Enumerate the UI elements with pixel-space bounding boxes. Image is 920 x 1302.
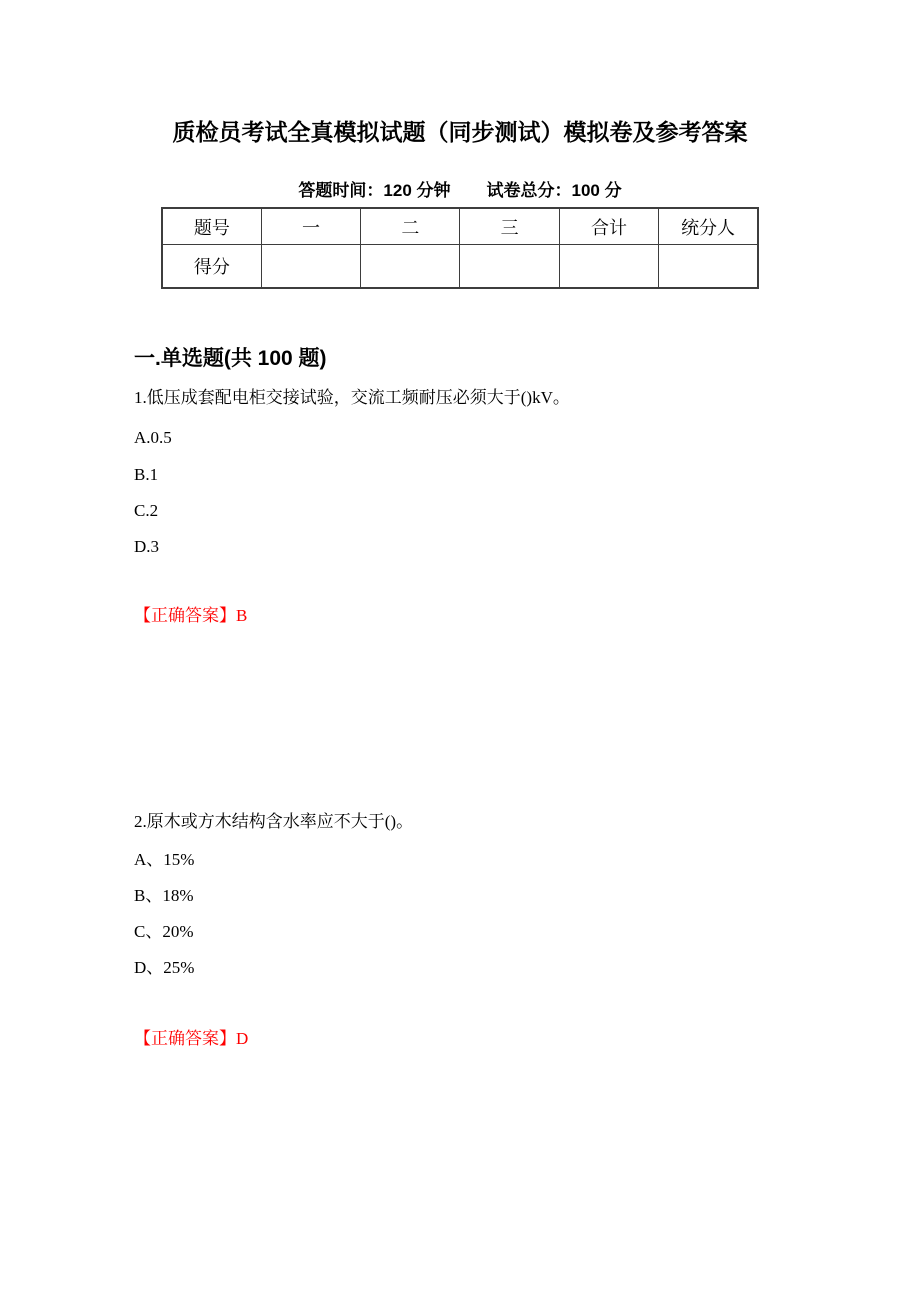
exam-time-label: 答题时间：120 分钟 [298, 181, 451, 200]
score-table-header-cell: 三 [460, 208, 559, 245]
question-1-option-b: B.1 [134, 465, 159, 484]
question-2-option-a: A、15% [134, 850, 195, 869]
question-1-answer-line [134, 606, 247, 626]
score-row-label-cell: 得分 [162, 245, 261, 289]
score-table-score-row [162, 245, 758, 289]
exam-total-label: 试卷总分：100 分 [486, 181, 622, 200]
score-empty-cell [460, 245, 559, 289]
page-title: 质检员考试全真模拟试题（同步测试）模拟卷及参考答案 [172, 119, 748, 145]
score-empty-cell [261, 245, 360, 289]
answer-label: 【正确答案】 [134, 1029, 236, 1048]
score-empty-cell [361, 245, 460, 289]
question-1-option-d: D.3 [134, 537, 160, 556]
score-table-header-cell: 一 [261, 208, 360, 245]
section-heading: 一.单选题(共 100 题) [134, 347, 327, 370]
score-table [161, 207, 759, 289]
question-2-text: 2.原木或方木结构含水率应不大于()。 [134, 812, 414, 831]
score-table-header-cell: 统分人 [659, 208, 758, 245]
score-empty-cell [559, 245, 658, 289]
answer-value: B [236, 606, 248, 625]
question-2-option-d: D、25% [134, 958, 195, 977]
score-table-header-cell: 题号 [162, 208, 261, 245]
score-table-header-row [162, 208, 758, 245]
score-table-header-cell: 合计 [559, 208, 658, 245]
question-1-option-c: C.2 [134, 501, 159, 520]
exam-info-line [0, 176, 920, 201]
score-table-header-cell: 二 [361, 208, 460, 245]
question-1-text: 1.低压成套配电柜交接试验，交流工频耐压必须大于()kV。 [134, 388, 570, 407]
question-2-answer-line [134, 1029, 248, 1049]
question-2-option-c: C、20% [134, 922, 194, 941]
answer-label: 【正确答案】 [134, 606, 236, 625]
question-1-option-a: A.0.5 [134, 428, 172, 447]
score-empty-cell [659, 245, 758, 289]
question-2-option-b: B、18% [134, 886, 194, 905]
answer-value: D [236, 1029, 249, 1048]
